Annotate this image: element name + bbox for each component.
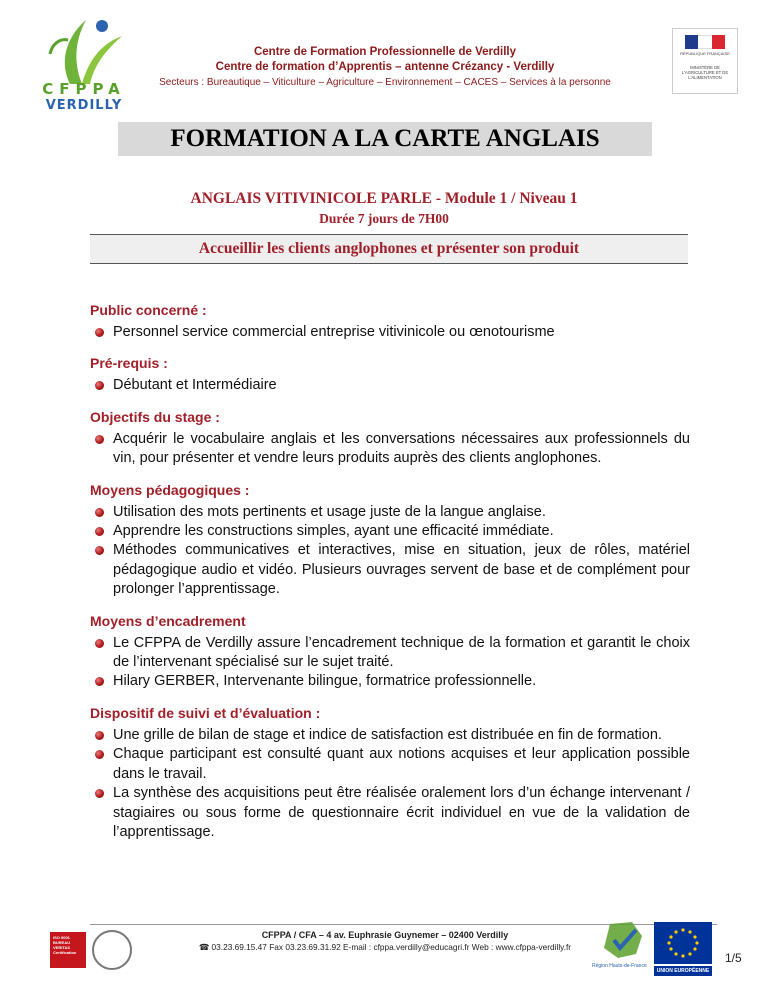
- bullet-icon: [95, 677, 104, 686]
- eu-flag-icon: [654, 922, 712, 964]
- page-number: 1/5: [725, 951, 742, 965]
- header-line-2: Centre de formation d’Apprentis – antenne Crézancy - Verdilly: [215, 61, 555, 73]
- list-item: [90, 522, 690, 541]
- focus-banner: Accueillir les clients anglophones et présenter son produit: [90, 234, 688, 264]
- section-title: Moyens pédagogiques :: [90, 481, 250, 498]
- list-item-text: La synthèse des acquisitions peut être réalisée oralement lors d’un échange intervenant / stagiaires ou sous forme de questionnaire écrit individuel en vue de la validation de l’apprentissage.: [113, 785, 690, 840]
- list-item-text: Utilisation des mots pertinents et usage juste de la langue anglaise.: [113, 503, 546, 520]
- bullet-icon: [95, 639, 104, 648]
- bullet-icon: [95, 527, 104, 536]
- section-encadrement: [90, 613, 690, 692]
- list-item-text: Acquérir le vocabulaire anglais et les conversations nécessaires aux professionnels du vin, pour présenter et vendre leurs produits auprès des clients anglophones.: [113, 430, 690, 467]
- section-prerequis: [90, 355, 690, 395]
- french-flag-icon: [685, 35, 725, 49]
- bullet-icon: [95, 381, 104, 390]
- ministry-logo: [672, 28, 738, 94]
- content: [90, 302, 690, 855]
- footer-address: CFPPA / CFA – 4 av. Euphrasie Guynemer – 02400 Verdilly: [261, 930, 509, 940]
- list-item-text: Hilary GERBER, Intervenante bilingue, formatrice professionnelle.: [113, 673, 537, 690]
- bullet-icon: [95, 750, 104, 759]
- list-item: [90, 672, 690, 691]
- list-item-text: Chaque participant est consulté quant aux notions acquises et leur application possible dans le travail.: [113, 746, 690, 782]
- section-title: Public concerné :: [90, 302, 207, 318]
- list-item: [90, 634, 690, 673]
- list-item: [90, 376, 690, 395]
- list-item-text: Personnel service commercial entreprise vitivinicole ou œnotourisme: [113, 324, 555, 340]
- section-objectifs: [90, 409, 690, 469]
- list-item: [90, 503, 690, 522]
- header-text: [150, 45, 620, 90]
- bullet-icon: [95, 435, 104, 444]
- list-item: [90, 784, 690, 842]
- list-item: [90, 323, 690, 342]
- ministry-text: MINISTÈRE DE L'AGRICULTURE ET DE L'ALIMENTATION: [681, 65, 729, 80]
- bullet-icon: [95, 328, 104, 337]
- certification-seal-icon: [92, 930, 132, 970]
- section-moyens-pedagogiques: [90, 482, 690, 600]
- header-line-1: Centre de Formation Professionnelle de Verdilly: [253, 46, 516, 58]
- bureau-veritas-logo: ISO 9001 BUREAU VERITAS Certification: [50, 932, 86, 968]
- section-title: Dispositif de suivi et d’évaluation :: [90, 704, 321, 721]
- page-title: FORMATION A LA CARTE ANGLAIS: [118, 122, 652, 156]
- bullet-icon: [95, 789, 104, 798]
- list-item: [90, 726, 690, 745]
- header-line-3: Secteurs : Bureautique – Viticulture – Agriculture – Environnement – CACES – Services à la personne: [159, 77, 611, 88]
- footer-contact: ☎ 03.23.69.15.47 Fax 03.23.69.31.92 E-mail : cfppa.verdilly@educagri.fr Web : www.cfppa-verdilly.fr: [198, 942, 572, 952]
- list-item-text: Apprendre les constructions simples, ayant une efficacité immédiate.: [113, 523, 554, 540]
- list-item-text: Une grille de bilan de stage et indice de satisfaction est distribuée en fin de formation.: [113, 726, 662, 743]
- list-item: [90, 745, 690, 784]
- bullet-icon: [95, 731, 104, 740]
- list-item: [90, 541, 690, 599]
- section-title: Objectifs du stage :: [90, 408, 220, 425]
- duration: Durée 7 jours de 7H00: [319, 211, 449, 226]
- logo-verdilly: VERDILLY: [45, 98, 123, 113]
- logo-cfppa: CFPPA: [42, 80, 126, 98]
- section-title: Moyens d’encadrement: [90, 612, 246, 629]
- bullet-icon: [95, 508, 104, 517]
- module-subtitle: ANGLAIS VITIVINICOLE PARLE - Module 1 / Niveau 1: [190, 190, 578, 207]
- logo-wordmark: [34, 80, 134, 113]
- list-item: [90, 430, 690, 469]
- list-item-text: Débutant et Intermédiaire: [113, 377, 277, 394]
- list-item-text: Méthodes communicatives et interactives, mise en situation, jeux de rôles, matériel pédagogique audio et vidéo. Plusieurs ouvrages servent de base et de complément pour prolonger l’apprentissage.: [113, 542, 690, 598]
- bullet-icon: [95, 546, 104, 555]
- eu-text: UNION EUROPÉENNE: [654, 966, 712, 976]
- list-item-text: Le CFPPA de Verdilly assure l’encadrement technique de la formation et garantit le choix de l’intervenant spécialisé sur le sujet traité.: [113, 634, 690, 671]
- ministry-rf: RÉPUBLIQUE FRANÇAISE: [680, 51, 730, 56]
- section-evaluation: [90, 705, 690, 842]
- region-text: Région Hauts-de-France: [592, 963, 647, 969]
- section-title: Pré-requis :: [90, 355, 168, 372]
- section-public: [90, 302, 690, 342]
